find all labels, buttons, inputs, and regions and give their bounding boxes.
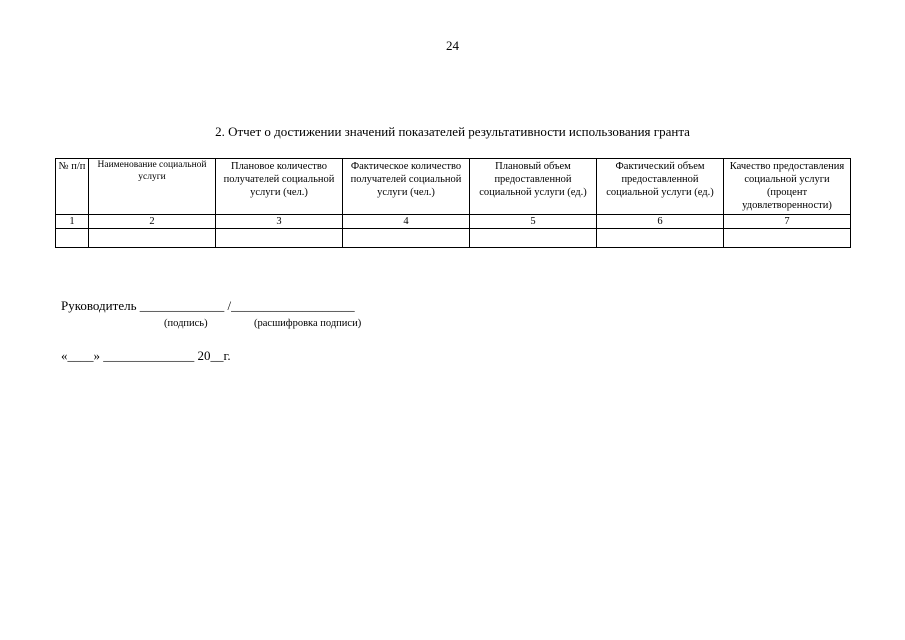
table-cell <box>56 228 89 247</box>
signature-decoding-caption: (расшифровка подписи) <box>254 318 362 329</box>
table-header-row <box>56 159 851 215</box>
table-cell <box>89 228 216 247</box>
header-cell-quality: Качество предоставления социальной услуги (процент удовлетворенности) <box>724 159 851 215</box>
table-cell <box>724 228 851 247</box>
column-number-cell: 5 <box>470 214 597 228</box>
header-cell-actual-recipients: Фактическое количество получателей социальной услуги (чел.) <box>343 159 470 215</box>
table-row <box>56 228 851 247</box>
table-cell <box>597 228 724 247</box>
director-signature-line: Руководитель _____________ /___________________ <box>61 298 355 313</box>
column-number-cell: 3 <box>216 214 343 228</box>
table-cell <box>343 228 470 247</box>
column-number-cell: 6 <box>597 214 724 228</box>
column-number-cell: 2 <box>89 214 216 228</box>
column-number-cell: 4 <box>343 214 470 228</box>
column-number-row <box>56 214 851 228</box>
table-cell <box>470 228 597 247</box>
column-number-cell: 1 <box>56 214 89 228</box>
header-cell-number: № п/п <box>56 159 89 215</box>
table-cell <box>216 228 343 247</box>
header-cell-service-name: Наименование социальной услуги <box>89 159 216 215</box>
section-title: 2. Отчет о достижении значений показателей результативности использования гранта <box>215 124 690 139</box>
page-number: 24 <box>446 38 459 53</box>
date-line: «____» ______________ 20__г. <box>61 348 231 363</box>
header-cell-planned-volume: Плановый объем предоставленной социальной услуги (ед.) <box>470 159 597 215</box>
signature-caption: (подпись) <box>164 318 208 329</box>
report-table <box>55 158 851 248</box>
column-number-cell: 7 <box>724 214 851 228</box>
header-cell-actual-volume: Фактический объем предоставленной социальной услуги (ед.) <box>597 159 724 215</box>
header-cell-planned-recipients: Плановое количество получателей социальной услуги (чел.) <box>216 159 343 215</box>
